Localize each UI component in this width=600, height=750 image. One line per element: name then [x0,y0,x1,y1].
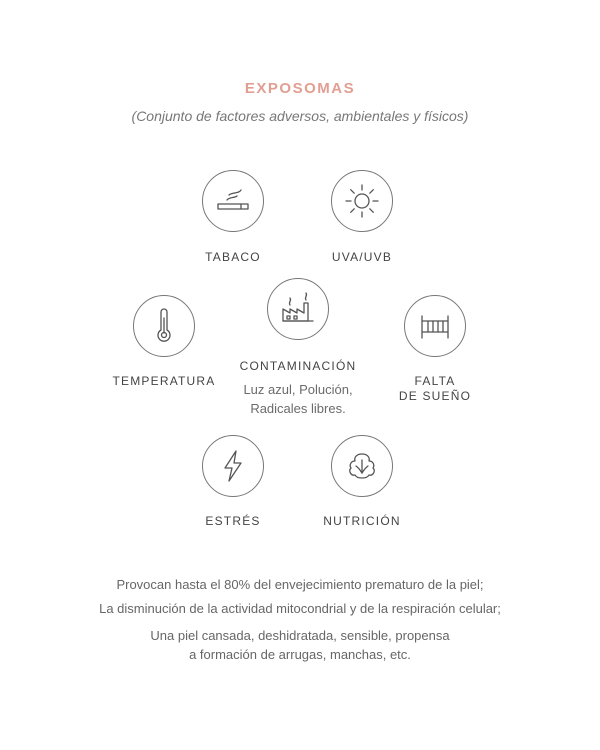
temperatura-icon-circle [133,295,195,357]
page-title: EXPOSOMAS [244,80,356,97]
contaminacion-detail-1: Luz azul, Polución, [243,382,353,397]
contaminacion-detail-2: Radicales libres. [250,401,346,416]
estres-label: ESTRÉS [205,514,261,528]
tabaco-label: TABACO [205,250,261,264]
footer-line-4: a formación de arrugas, manchas, etc. [189,647,411,662]
contaminacion-icon-circle [267,278,329,340]
footer-line-1: Provocan hasta el 80% del envejecimiento prematuro de la piel; [116,577,484,592]
crib-icon [415,306,455,346]
page-subtitle: (Conjunto de factores adversos, ambientales y físicos) [131,108,469,124]
temperatura-label: TEMPERATURA [112,374,216,388]
sun-icon [342,181,382,221]
sueno-label-2: DE SUEÑO [398,389,472,403]
sueno-label-1: FALTA [414,374,456,388]
uva-label: UVA/UVB [331,250,393,264]
nutricion-label: NUTRICIÓN [323,514,401,528]
contaminacion-label: CONTAMINACIÓN [239,359,357,373]
thermometer-icon [144,306,184,346]
sueno-icon-circle [404,295,466,357]
uva-icon-circle [331,170,393,232]
tabaco-icon-circle [202,170,264,232]
factory-icon [278,289,318,329]
cotton-flower-icon [342,446,382,486]
footer-line-3: Una piel cansada, deshidratada, sensible, propensa [150,628,450,643]
footer-line-2: La disminución de la actividad mitocondrial y de la respiración celular; [99,601,501,616]
lightning-icon [213,446,253,486]
nutricion-icon-circle [331,435,393,497]
cigarette-icon [213,181,253,221]
estres-icon-circle [202,435,264,497]
